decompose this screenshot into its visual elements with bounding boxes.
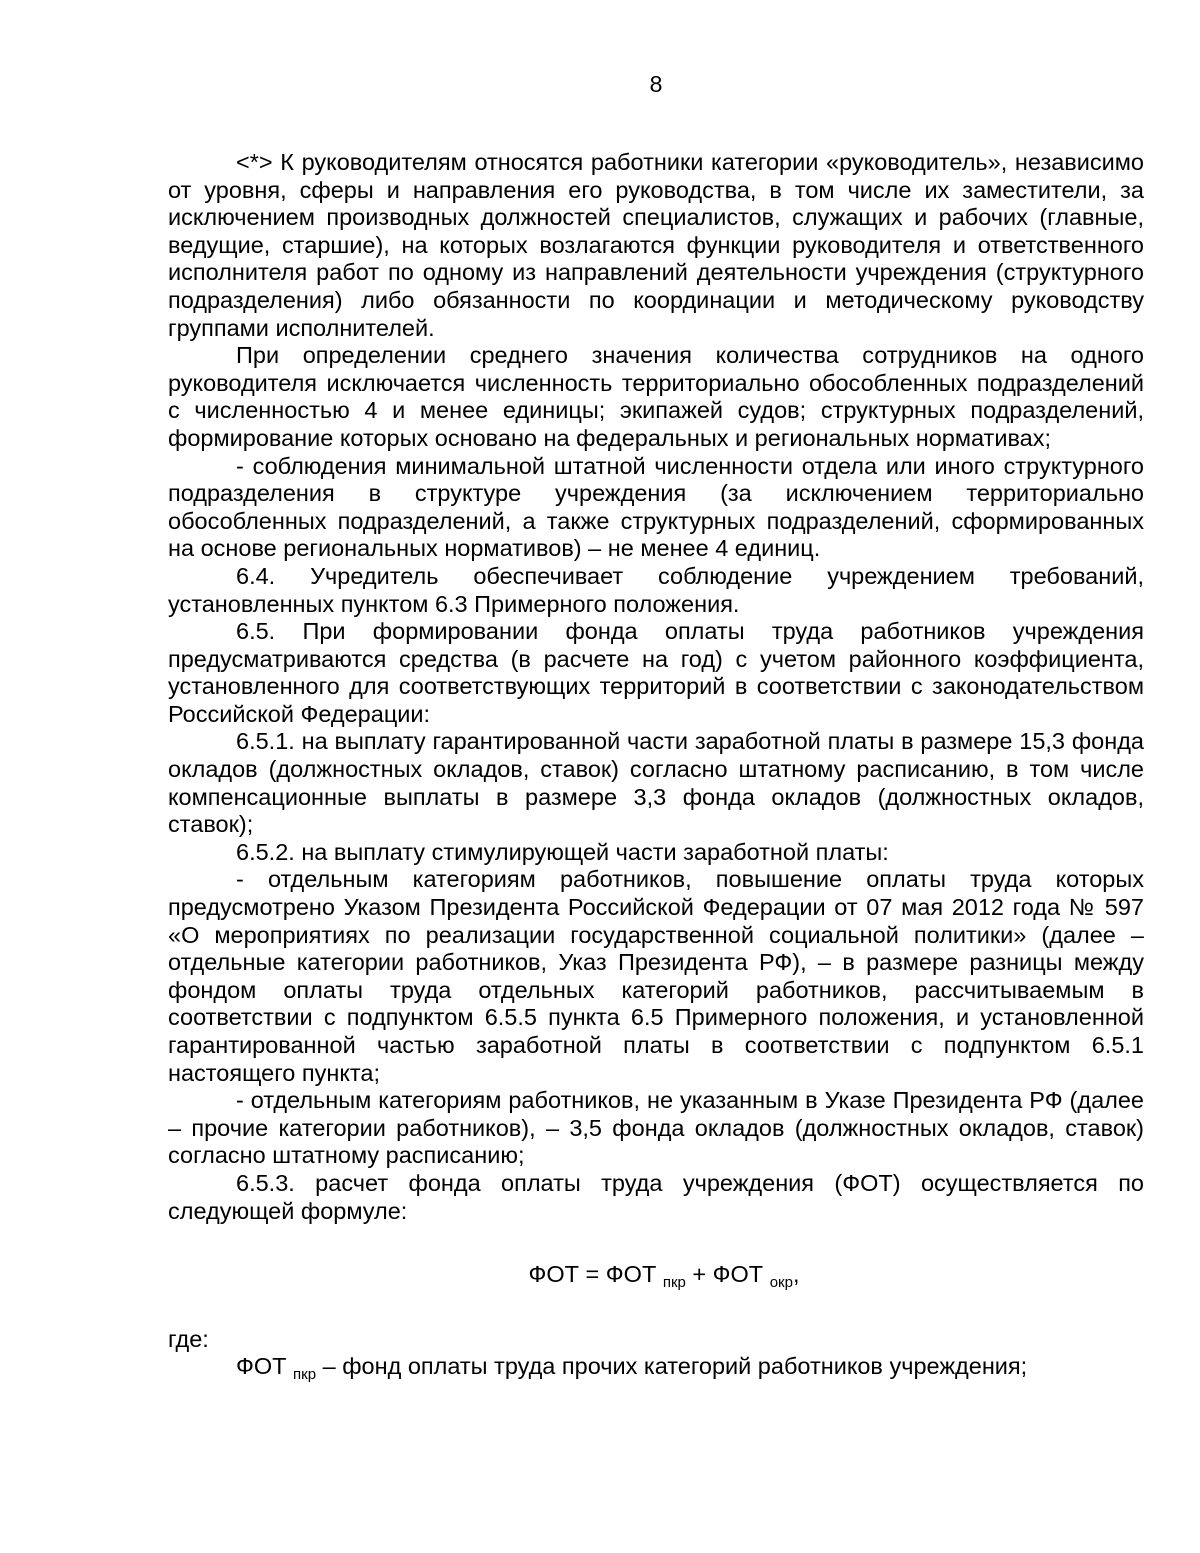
paragraph-6-5: 6.5. При формировании фонда оплаты труда работников учреждения предусматриваются средства (в расчете на год) с учетом районного коэффициента, установленного для соответствующих территорий в соответствии с законодательством Российской Федерации: — [168, 618, 1144, 727]
where-label: где: — [168, 1325, 209, 1352]
definition-text: – фонд оплаты труда прочих категорий работников учреждения; — [316, 1353, 1028, 1380]
formula-sub-okr: окр — [769, 1274, 793, 1292]
paragraph-min-staff: - соблюдения минимальной штатной численности отдела или иного структурного подразделения в структуре учреждения (за исключением территориально обособленных подразделений, а также структурных подразделений, сформированных на основе региональных нормативов) – не менее 4 единиц. — [168, 452, 1144, 562]
paragraph-6-5-2: 6.5.2. на выплату стимулирующей части заработной платы: — [236, 838, 889, 865]
formula-lhs: ФОТ = ФОТ — [528, 1261, 657, 1288]
page-number: 8 — [649, 71, 663, 97]
formula-sub-pkr: пкр — [662, 1274, 686, 1292]
document-body — [168, 149, 1144, 1384]
paragraph-average-count: При определении среднего значения количества сотрудников на одного руководителя исключается численность территориально обособленных подразделений с численностью 4 и менее единицы; экипажей судов; структурных подразделений, формирование которых основано на федеральных и региональных нормативах; — [168, 342, 1144, 451]
paragraph-footnote-managers: <*> К руководителям относятся работники категории «руководитель», независимо от уровня, сферы и направления его руководства, в том числе их заместители, за исключением производных должностей специалистов, служащих и рабочих (главные, ведущие, старшие), на которых возлагаются функции руководителя и ответственного исполнителя работ по одному из направлений деятельности учреждения (структурного подразделения) либо обязанности по координации и методическому руководству группами исполнителей. — [168, 149, 1144, 341]
formula-tail: , — [792, 1261, 800, 1288]
paragraph-6-5-3: 6.5.3. расчет фонда оплаты труда учреждения (ФОТ) осуществляется по следующей формуле: — [168, 1169, 1144, 1224]
paragraph-other-categories: - отдельным категориям работников, не указанным в Указе Президента РФ (далее – прочие категории работников), – 3,5 фонда окладов (должностных окладов, ставок) согласно штатному расписанию; — [168, 1087, 1144, 1169]
definition-term: ФОТ — [236, 1353, 287, 1380]
formula-mid: + ФОТ — [685, 1261, 764, 1288]
definition-fot-pkr — [168, 1353, 1144, 1384]
paragraph-separate-categories: - отдельным категориям работников, повышение оплаты труда которых предусмотрено Указом Президента Российской Федерации от 07 мая 2012 года № 597 «О мероприятиях по реализации государственной социальной политики» (далее – отдельные категории работников, Указ Президента РФ), – в размере разницы между фондом оплаты труда отдельных категорий работников, рассчитываемым в соответствии с подпунктом 6.5.5 пункта 6.5 Примерного положения, и установленной гарантированной частью заработной платы в соответствии с подпунктом 6.5.1 настоящего пункта; — [168, 866, 1144, 1086]
definition-sub: пкр — [293, 1366, 317, 1384]
paragraph-6-5-1: 6.5.1. на выплату гарантированной части заработной платы в размере 15,3 фонда окладов (должностных окладов, ставок) согласно штатному расписанию, в том числе компенсационные выплаты в размере 3,3 фонда окладов (должностных окладов, ставок); — [168, 728, 1144, 838]
formula — [168, 1261, 1144, 1292]
paragraph-6-4: 6.4. Учредитель обеспечивает соблюдение учреждением требований, установленных пунктом 6.3 Примерного положения. — [168, 562, 1144, 617]
